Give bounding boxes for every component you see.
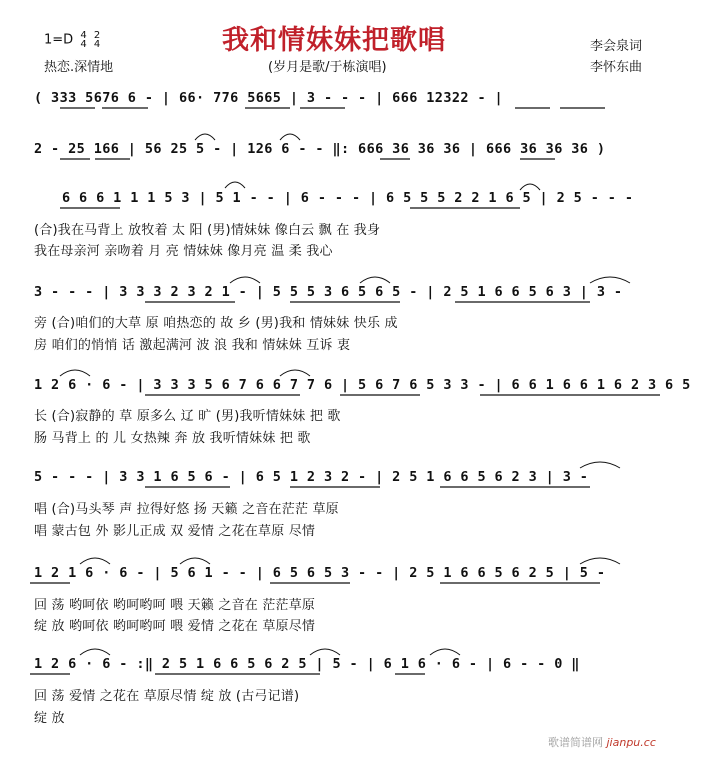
staff-3-lyrics-verse1: (合)我在马背上 放牧着 太 阳 (男)情妹妹 像白云 飘 在 我身 <box>34 223 381 238</box>
key-signature: 1=D 4 4 2 4 <box>44 30 101 50</box>
staff-5-notes: 1 2 6 · 6 - | 3 3 3 5 6 7 6 6 7 7 6 | 5 6 7 6 5 3 3 - | 6 6 1 6 6 1 6 2 3 6 5 <box>34 377 691 393</box>
staff-4-lyrics-verse1: 旁 (合)咱们的大草 原 咱热恋的 故 乡 (男)我和 情妹妹 快乐 成 <box>34 316 398 331</box>
staff-4-notes: 3 - - - | 3 3 3 2 3 2 1 - | 5 5 5 3 6 5 6 5 - | 2 5 1 6 6 5 6 3 | 3 - <box>34 284 623 300</box>
staff-2-notes: 2 - 25 166 | 56 25 5 - | 126 6 - - ‖: 666 36 36 36 | 666 36 36 36 ) <box>34 141 606 157</box>
subtitle-performer: (岁月是歌/于栋演唱) <box>268 60 387 75</box>
staff-1-notes: ( 333 5676 6 - | 66· 776 5665 | 3 - - - | 666 12322 - | <box>34 90 504 106</box>
staff-4-lyrics-verse2: 房 咱们的悄悄 话 激起满河 波 浪 我和 情妹妹 互诉 衷 <box>34 338 351 353</box>
staff-3-lyrics-verse2: 我在母亲河 亲吻着 月 亮 情妹妹 像月亮 温 柔 我心 <box>34 244 333 259</box>
staff-6-notes: 5 - - - | 3 3 1 6 5 6 - | 6 5 1 2 3 2 - | 2 5 1 6 6 5 6 2 3 | 3 - <box>34 469 589 485</box>
staff-3-notes: 6 6 6 1 1 1 5 3 | 5 1 - - | 6 - - - | 6 5 5 5 2 2 1 6 5 | 2 5 - - - <box>62 190 634 206</box>
time-signature-2-4: 2 4 <box>93 30 101 50</box>
staff-8-notes: 1 2 6 · 6 - :‖ 2 5 1 6 6 5 6 2 5 | 5 - | 6 1 6 · 6 - | 6 - - 0 ‖ <box>34 656 580 672</box>
staff-8-lyrics-verse2: 绽 放 <box>34 711 65 726</box>
time-signature-4-4: 4 4 <box>80 30 87 50</box>
composer: 李怀东曲 <box>590 60 643 75</box>
tempo-mood: 热恋.深情地 <box>44 60 114 75</box>
staff-7-notes: 1 2 1 6 · 6 - | 5 6 1 - - | 6 5 6 5 3 - - | 2 5 1 6 6 5 6 2 5 | 5 - <box>34 565 606 581</box>
song-title: 我和情妹妹把歌唱 <box>222 25 446 56</box>
staff-8-lyrics-verse1: 回 荡 爱情 之花在 草原尽情 绽 放 (古弓记谱) <box>34 689 300 704</box>
staff-6-lyrics-verse2: 唱 蒙古包 外 影儿正成 双 爱情 之花在草原 尽情 <box>34 524 316 539</box>
staff-5-lyrics-verse2: 肠 马背上 的 儿 女热辣 奔 放 我听情妹妹 把 歌 <box>34 431 311 446</box>
staff-7-lyrics-verse2: 绽 放 哟呵依 哟呵哟呵 喂 爱情 之花在 草原尽情 <box>34 619 316 634</box>
staff-6-lyrics-verse1: 唱 (合)马头琴 声 拉得好悠 扬 天籁 之音在茫茫 草原 <box>34 502 339 517</box>
lyricist: 李会泉词 <box>590 39 643 54</box>
staff-7-lyrics-verse1: 回 荡 哟呵依 哟呵哟呵 喂 天籁 之音在 茫茫草原 <box>34 598 316 613</box>
watermark: 歌谱简谱网 jianpu.cc <box>548 736 656 749</box>
staff-5-lyrics-verse1: 长 (合)寂静的 草 原多么 辽 旷 (男)我听情妹妹 把 歌 <box>34 409 341 424</box>
